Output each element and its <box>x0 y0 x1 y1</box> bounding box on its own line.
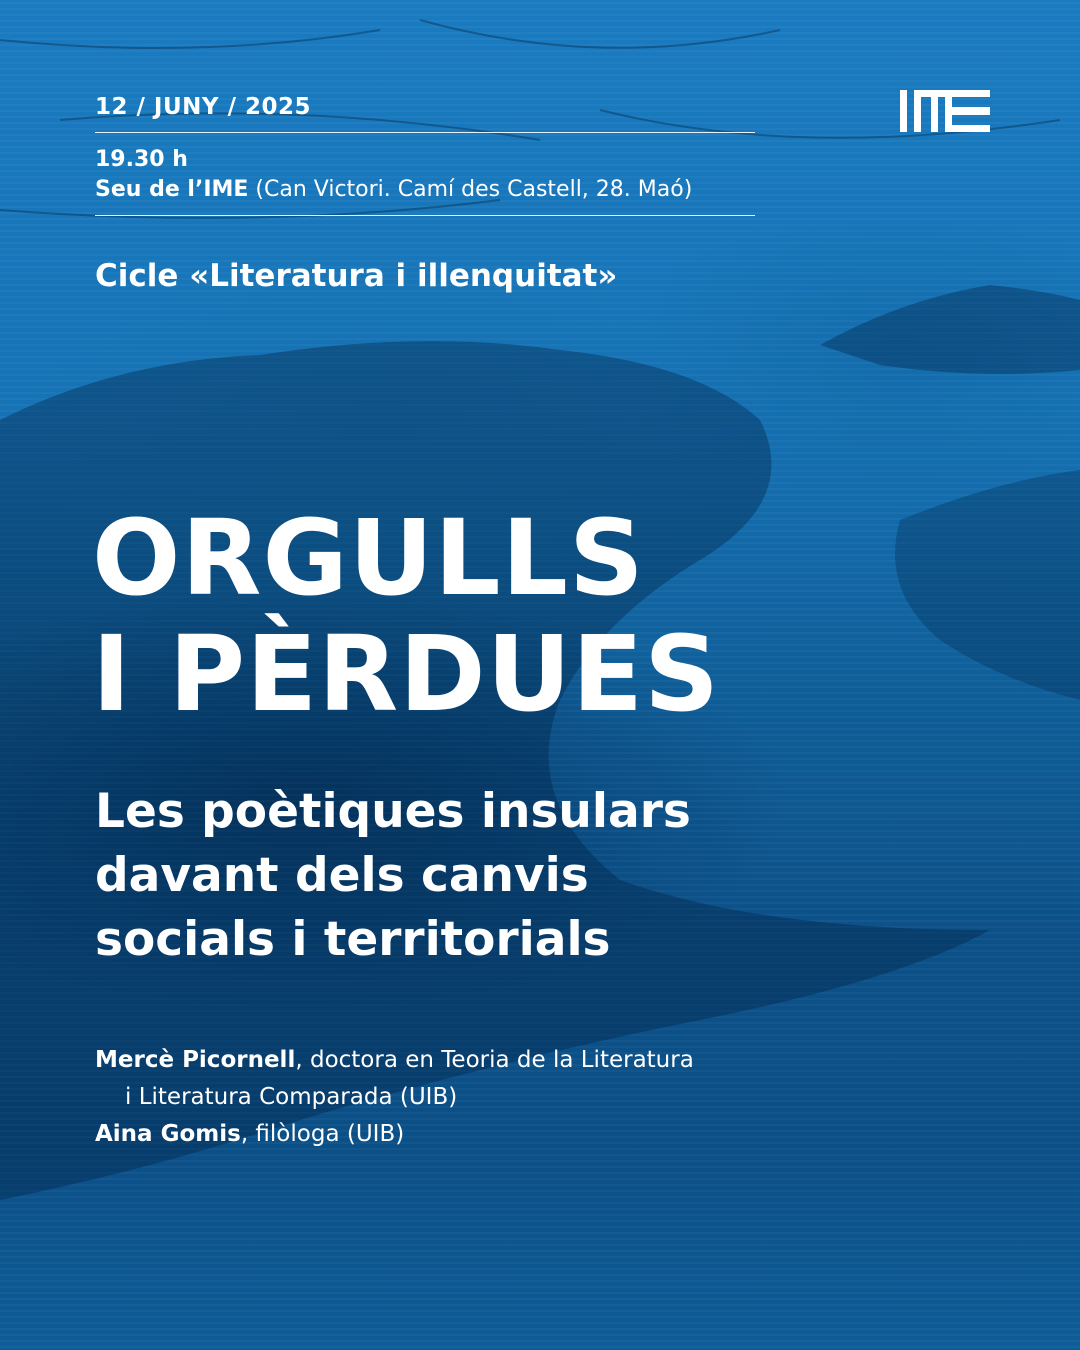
event-time: 19.30 h <box>95 147 188 172</box>
event-info-header <box>95 92 755 216</box>
divider <box>95 215 755 216</box>
subtitle <box>95 780 691 972</box>
ime-logo-icon <box>900 90 990 132</box>
speaker-entry <box>95 1116 694 1153</box>
speaker-role-continued: i Literatura Comparada (UIB) <box>125 1084 458 1110</box>
speaker-entry <box>95 1042 694 1079</box>
main-title-line: ORGULLS <box>92 497 645 619</box>
venue-name: Seu de l’IME <box>95 177 249 202</box>
speaker-name: Mercè Picornell <box>95 1047 296 1073</box>
divider <box>95 132 755 133</box>
subtitle-line: davant dels canvis <box>95 848 589 903</box>
venue-address: (Can Victori. Camí des Castell, 28. Maó) <box>248 177 693 202</box>
main-title-line: I PÈRDUES <box>92 613 720 735</box>
cycle-title: Cicle «Literatura i illenquitat» <box>95 258 618 294</box>
speaker-name: Aina Gomis <box>95 1121 241 1147</box>
main-title <box>92 497 720 735</box>
event-venue <box>95 175 755 205</box>
subtitle-line: Les poètiques insulars <box>95 784 691 839</box>
speakers-list <box>95 1042 694 1153</box>
event-date: 12 / JUNY / 2025 <box>95 94 311 120</box>
speaker-role: , doctora en Teoria de la Literatura <box>295 1047 694 1073</box>
speaker-role: , filòloga (UIB) <box>240 1121 405 1147</box>
subtitle-line: socials i territorials <box>95 912 611 967</box>
